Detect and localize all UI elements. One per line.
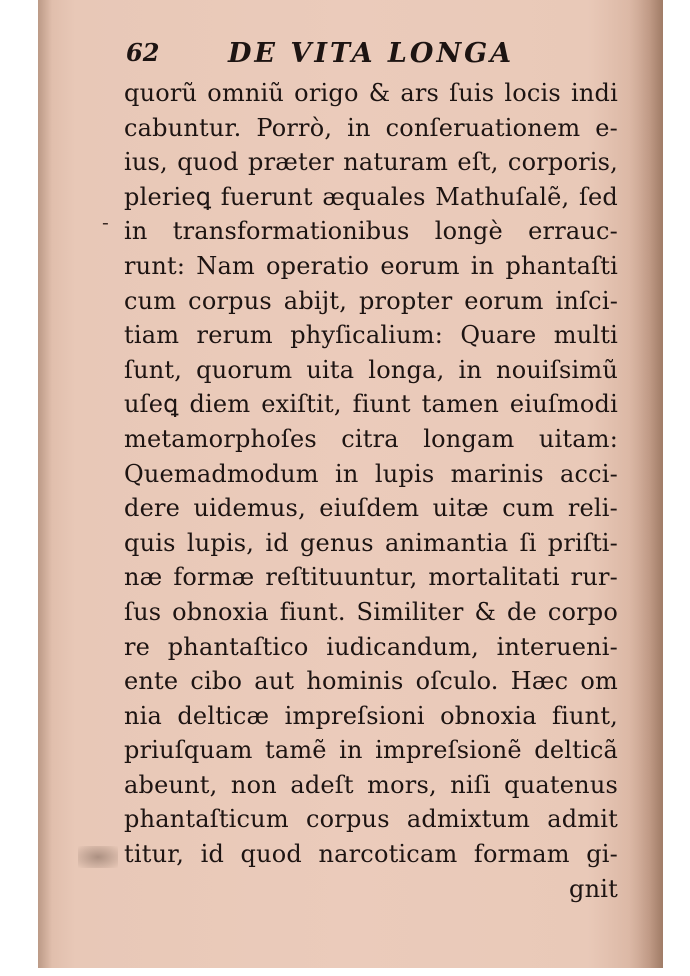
book-page	[38, 0, 663, 968]
text-line: quis lupis, id genus animantia ſi priſti-	[124, 528, 618, 557]
page-number: 62	[126, 38, 160, 67]
text-line: titur, id quod narcoticam formam gi-	[124, 840, 618, 869]
text-line: ente cibo aut hominis oſculo. Hæc om	[124, 667, 618, 696]
running-header	[126, 38, 556, 74]
text-line: priuſquam tamẽ in impreſsionẽ delticã	[124, 736, 618, 765]
text-line: runt: Nam operatio eorum in phantaſti	[124, 251, 618, 280]
text-line: næ formæ reſtituuntur, mortalitati rur-	[124, 563, 618, 592]
text-line: re phantaſtico iudicandum, interueni-	[124, 632, 618, 661]
text-line: plerieꝗ fuerunt æquales Mathuſalẽ, ſed	[124, 182, 618, 211]
text-line: ſus obnoxia fiunt. Similiter & de corpo	[124, 597, 618, 626]
margin-mark: -	[102, 210, 109, 234]
text-line: tiam rerum phyſicalium: Quare multi	[124, 321, 618, 350]
text-line: nia delticæ impreſsioni obnoxia fiunt,	[124, 701, 618, 730]
text-line: in transformationibus longè errauc-	[124, 217, 618, 246]
text-line: abeunt, non adeſt mors, niſi quatenus	[124, 770, 618, 799]
text-line: cum corpus abijt, propter eorum inſci-	[124, 286, 618, 315]
text-line: quorũ omniũ origo & ars ſuis locis indi	[124, 79, 618, 107]
catchword: gnit	[569, 874, 618, 903]
text-line: metamorphoſes citra longam uitam:	[124, 424, 618, 453]
text-body	[124, 76, 618, 906]
text-line: uſeꝗ diem exiſtit, fiunt tamen eiuſmodi	[124, 390, 618, 419]
text-line: ſunt, quorum uita longa, in nouiſsimũ	[124, 355, 618, 384]
text-line: Quemadmodum in lupis marinis acci-	[124, 459, 618, 488]
text-line: ius, quod præter naturam eſt, corporis,	[124, 148, 618, 177]
text-line: cabuntur. Porrò, in conſeruationem e-	[124, 113, 618, 142]
text-line: phantaſticum corpus admixtum admit	[124, 805, 618, 834]
running-title: DE VITA LONGA	[228, 38, 515, 69]
text-line: dere uidemus, eiuſdem uitæ cum reli-	[124, 494, 618, 523]
ink-smudge	[78, 846, 118, 868]
